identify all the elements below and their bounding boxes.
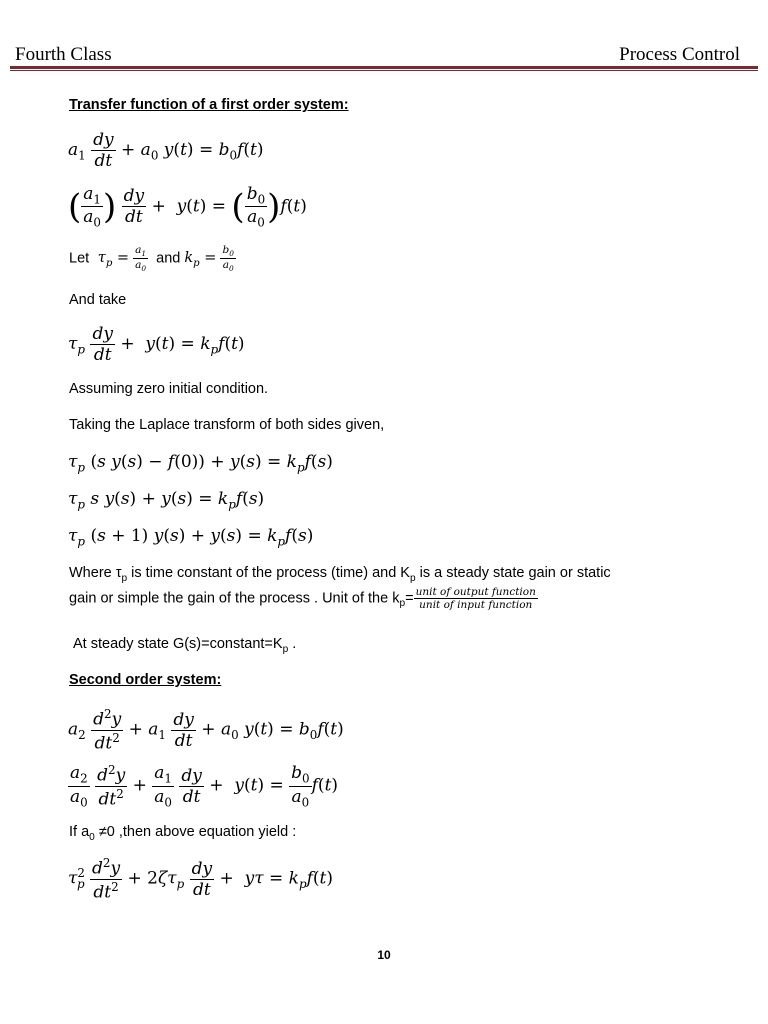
header-rule [10,66,758,69]
steady-sub: p [282,643,289,655]
steady-text-1: At steady state G(s)=constant=K [73,636,283,652]
equation-second-order-standard: $\tau^2_p$ $\frac{d^2y}{dt^2}$ + $2\zeta\tau_p$ $\frac{dy}{dt}$ + $y\tau = k_pf(t)$ [68,856,334,903]
gain-text: gain or simple the gain of the process . Unit of the k [69,590,400,607]
where-line [69,565,611,584]
steady-state-line [73,636,296,655]
equation-second-order-ode: $a_2$ $\frac{d^2y}{dt^2}$ + $a_1$ $\frac{dy}{dt}$ + $a_0$ $y(t) = b_0f(t)$ [68,707,344,754]
unit-numerator: unit of output function [415,586,536,598]
header-rule-thin [10,70,758,71]
equation-laplace-2: $\tau_p$ s $y(s) + y(s) = k_pf(s)$ [68,489,265,512]
let-text: Let [69,250,90,267]
page-number: 10 [377,948,391,962]
equation-normalized: ( $\frac{a_1}{a_0}$ ) $\frac{dy}{dt}$ + y(t) = ( $\frac{b_0}{a_0}$ )f(t) [68,184,307,230]
equation-laplace-3: $\tau_p$ (s + 1) $y(s) + y(s) = k_pf(s)$ [68,526,314,549]
and-take-text: And take [69,292,127,308]
laplace-text: Taking the Laplace transform of both sides given, [69,417,385,433]
equation-time-constant-form: $\tau_p$ $\frac{dy}{dt}$ + $y(t) = k_pf(t)$ [68,324,245,365]
where-text-1: Where τ [69,565,122,581]
equation-first-order-ode: $a_1$ $\frac{dy}{dt}$ + $a_0$ $y(t) = b_0f(t)$ [68,130,264,171]
gain-line [69,586,538,611]
header-course: Fourth Class [15,44,112,65]
where-text-3: is a steady state gain or static [415,565,611,581]
definitions-line: Let $\tau_p$ = $\frac{a_1}{a_0}$ and $k_p$ = $\frac{b_0}{a_0}$ [69,244,234,274]
steady-text-2: . [288,636,297,652]
if-text-1: If a [69,824,90,840]
gain-eq: = [405,590,414,607]
where-sub-2: p [409,572,416,584]
section-heading-second-order: Second order system: [69,672,222,688]
if-line [69,824,296,843]
if-sub: 0 [89,831,95,843]
unit-denominator: unit of input function [419,599,533,611]
where-sub-1: p [121,572,128,584]
section-heading-first-order: Transfer function of a first order system: [69,97,349,113]
equation-second-order-normalized: $\frac{a_2}{a_0}$ $\frac{d^2y}{dt^2}$ + $\frac{a_1}{a_0}$ $\frac{dy}{dt}$ + y(t) = $\frac{b_0}{a_0}$ f(t) [70,763,339,810]
if-text-2: ≠0 ,then above equation yield : [94,824,297,840]
where-text-2: is time constant of the process (time) and K [127,565,410,581]
assumption-text: Assuming zero initial condition. [69,381,269,397]
gain-sub: p [399,598,406,610]
gain-unit-fraction [414,586,538,611]
and-text: and [156,250,181,267]
header-subject: Process Control [619,44,740,65]
equation-laplace-1: $\tau_p$ (s $y(s) - f(0)) + y(s) = k_pf(s)$ [68,452,333,475]
